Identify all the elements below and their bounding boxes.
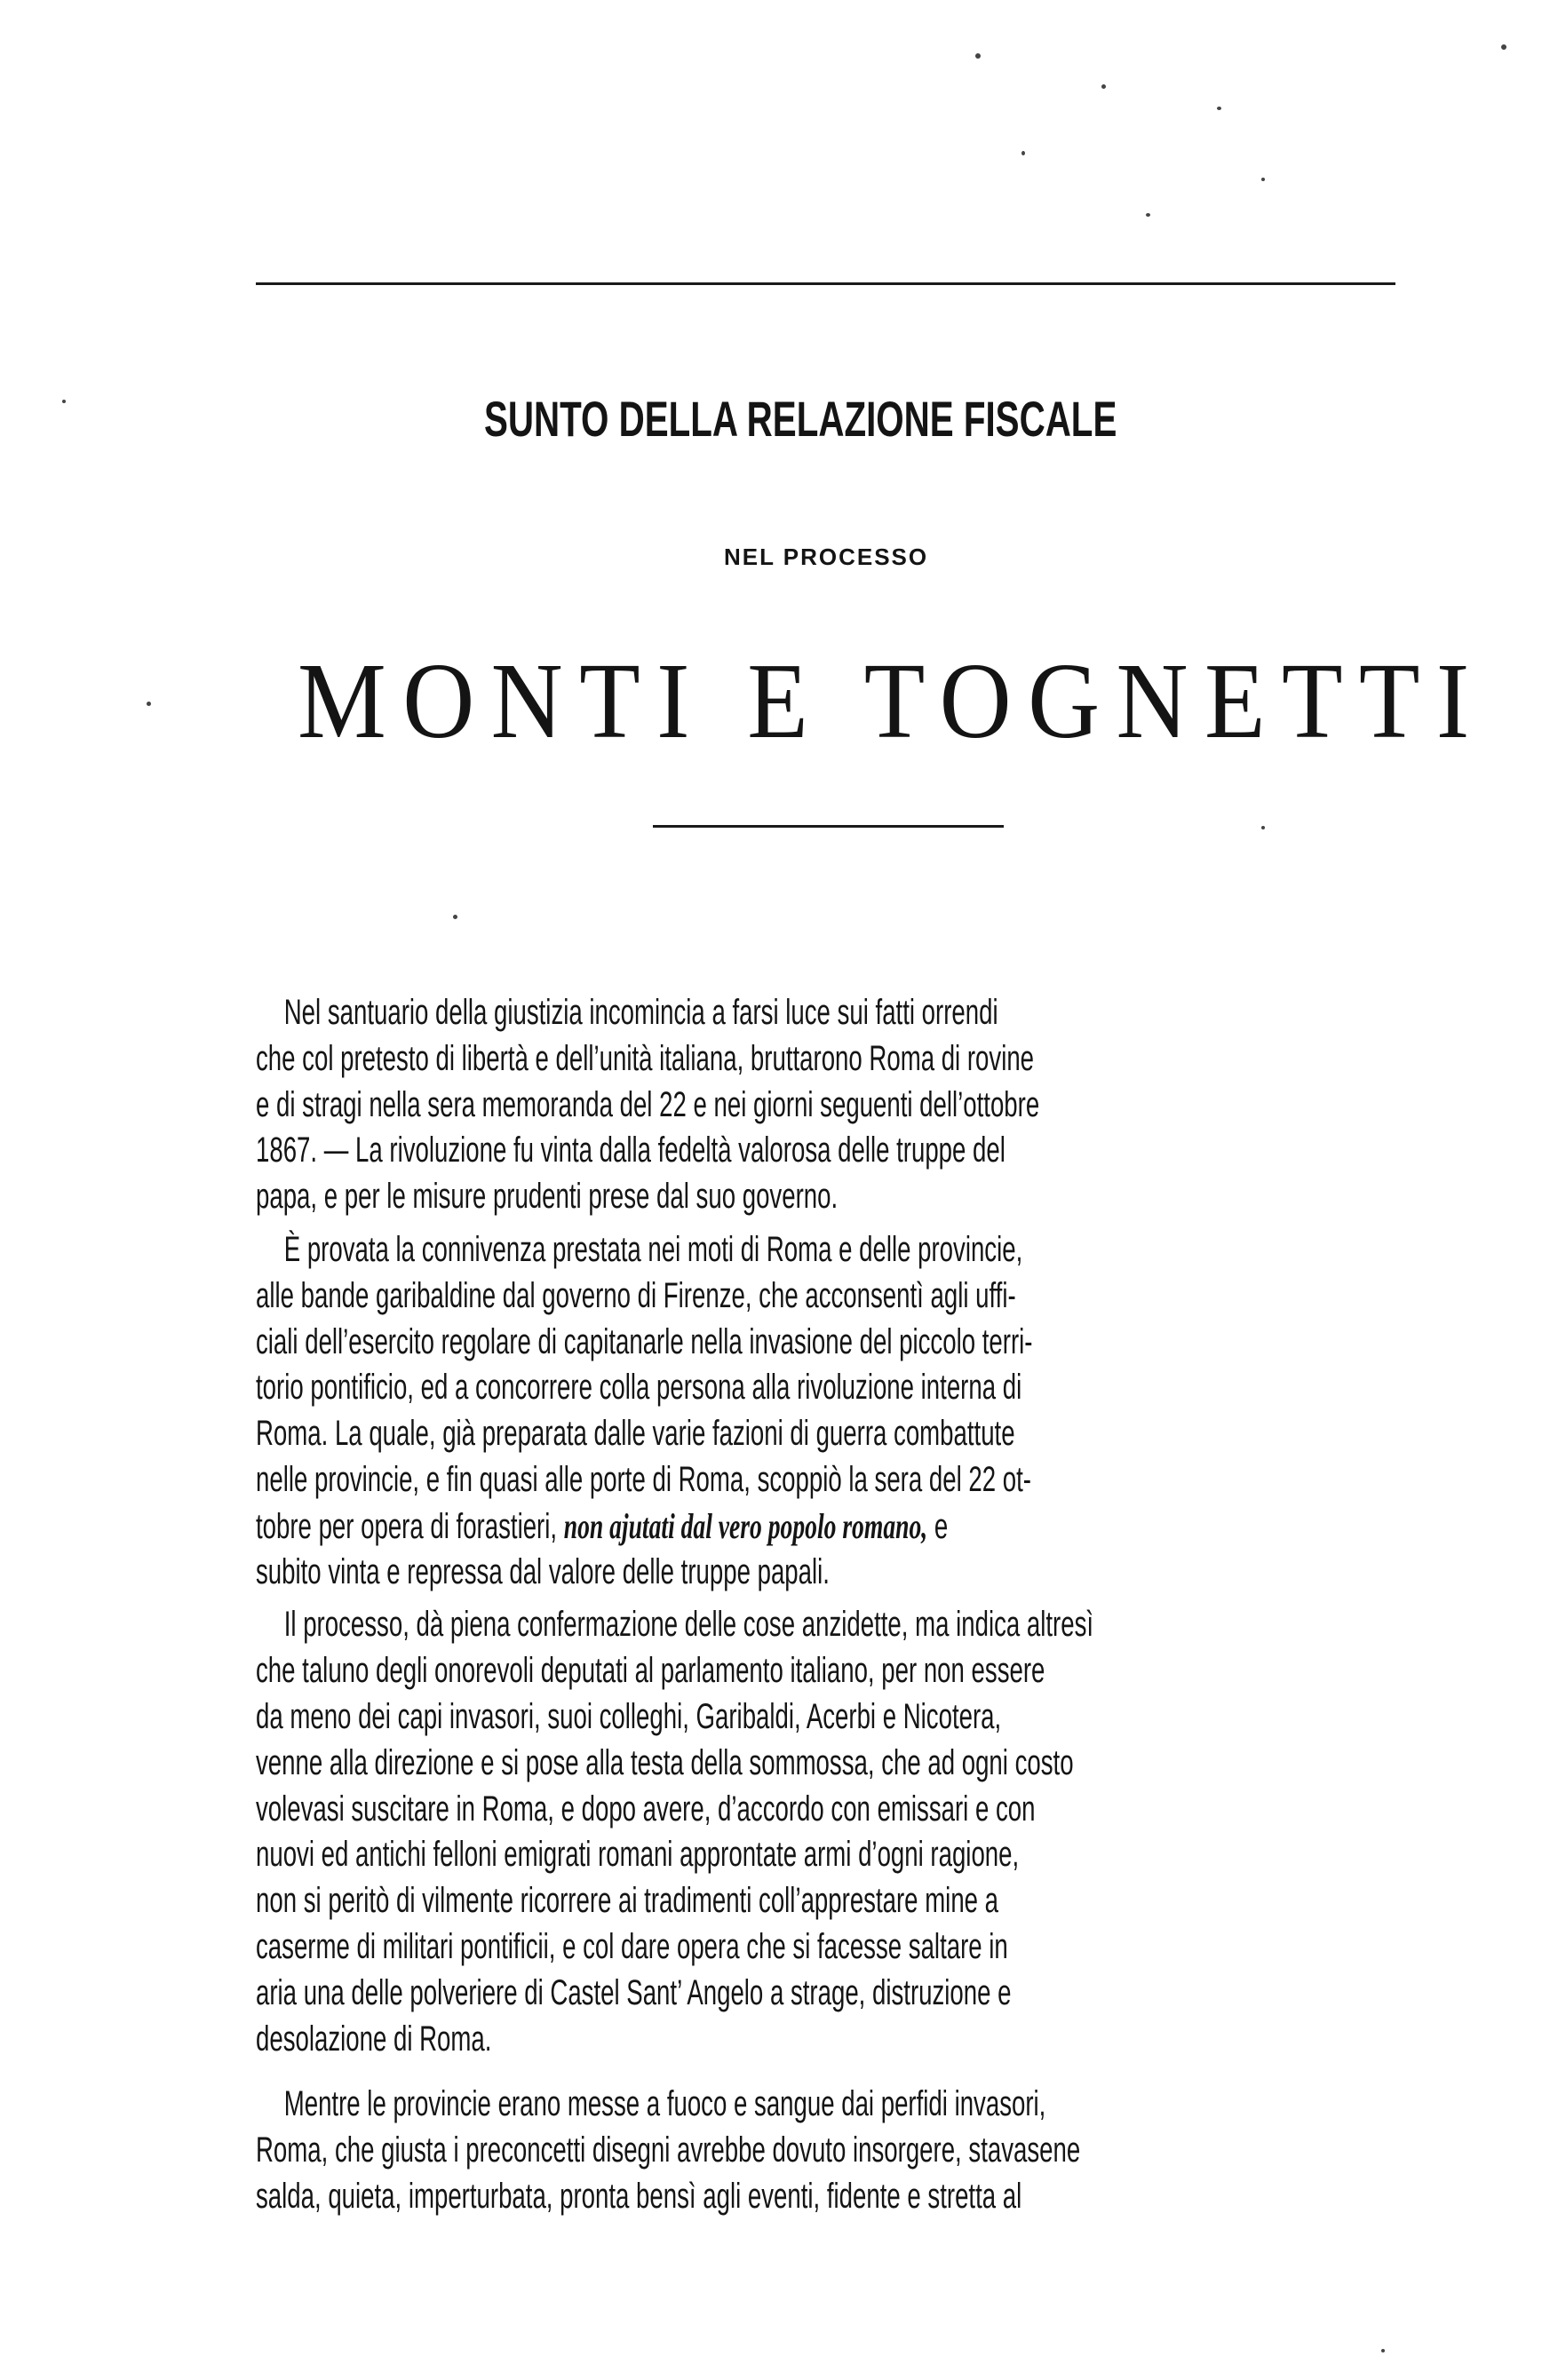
scan-speck	[1261, 178, 1265, 181]
text-line: volevasi suscitare in Roma, e dopo avere, d’accordo con emissari e con	[256, 1789, 1036, 1829]
text-line: papa, e per le misure prudenti prese dal suo governo.	[256, 1177, 839, 1217]
top-rule	[256, 282, 1395, 285]
text-line: ciali dell’esercito regolare di capitanarle nella invasione del piccolo terri-	[256, 1321, 1033, 1361]
scan-speck	[147, 702, 151, 706]
text-line: Mentre le provincie erano messe a fuoco e sangue dai perfidi invasori,	[283, 2084, 1046, 2124]
scan-speck	[1217, 107, 1221, 110]
text-run: e	[927, 1506, 949, 1546]
text-line: Roma. La quale, già preparata dalle varie fazioni di guerra combattute	[256, 1414, 1015, 1454]
text-line: nuovi ed antichi felloni emigrati romani approntate armi d’ogni ragione,	[256, 1835, 1020, 1875]
text-line: torio pontificio, ed a concorrere colla persona alla rivoluzione interna di	[256, 1368, 1022, 1408]
text-line: venne alla direzione e si pose alla testa della sommossa, che ad ogni costo	[256, 1742, 1074, 1782]
paragraph-1	[256, 990, 1411, 1220]
scan-speck	[1146, 213, 1150, 217]
text-line: È provata la connivenza prestata nei moti di Roma e delle provincie,	[283, 1229, 1023, 1269]
text-line: subito vinta e repressa dal valore delle truppe papali.	[256, 1551, 830, 1591]
scan-speck	[453, 915, 457, 919]
scan-speck	[975, 53, 981, 59]
italic-emphasis: non ajutati dal vero popolo romano,	[563, 1505, 928, 1546]
text-line: che taluno degli onorevoli deputati al parlamento italiano, per non essere	[256, 1651, 1045, 1691]
text-line: e di stragi nella sera memoranda del 22 e nei giorni seguenti dell’ottobre	[256, 1084, 1040, 1124]
text-run: tobre per opera di forastieri,	[256, 1506, 564, 1546]
text-line: da meno dei capi invasori, suoi colleghi, Garibaldi, Acerbi e Nicotera,	[256, 1696, 1002, 1736]
scan-speck	[62, 400, 66, 403]
text-line-with-emphasis	[256, 1503, 1053, 1550]
document-title: MONTI E TOGNETTI	[298, 641, 1486, 761]
text-line: Il processo, dà piena confermazione delle cose anzidette, ma indica altresì	[283, 1605, 1094, 1645]
scan-speck	[1101, 84, 1106, 89]
text-line: Roma, che giusta i preconcetti disegni avrebbe dovuto insorgere, stavasene	[256, 2130, 1081, 2170]
report-subtitle: SUNTO DELLA RELAZIONE FISCALE	[484, 391, 1117, 447]
text-line: salda, quieta, imperturbata, pronta bensì agli eventi, fidente e stretta al	[256, 2176, 1022, 2216]
scan-speck	[1501, 44, 1506, 50]
scan-speck	[1021, 151, 1025, 155]
text-line: desolazione di Roma.	[256, 2019, 492, 2059]
text-line: Nel santuario della giustizia incomincia a farsi luce sui fatti orrendi	[283, 993, 998, 1032]
paragraph-3	[256, 1602, 1411, 2062]
scan-speck	[1381, 2349, 1385, 2352]
text-line: che col pretesto di libertà e dell’unità italiana, bruttarono Roma di rovine	[256, 1038, 1035, 1078]
body-text	[256, 990, 1411, 2240]
text-line: non si peritò di vilmente ricorrere ai tradimenti coll’apprestare mine a	[256, 1881, 999, 1921]
paragraph-2	[256, 1227, 1411, 1595]
text-line: caserme di militari pontificii, e col dare opera che si facesse saltare in	[256, 1926, 1008, 1966]
text-line: nelle provincie, e fin quasi alle porte di Roma, scoppiò la sera del 22 ot-	[256, 1459, 1031, 1499]
process-label: NEL PROCESSO	[724, 543, 929, 570]
scan-speck	[1261, 826, 1265, 829]
title-underline-rule	[653, 825, 1004, 828]
text-line: aria una delle polveriere di Castel Sant’ Angelo a strage, distruzione e	[256, 1972, 1012, 2012]
text-line: alle bande garibaldine dal governo di Firenze, che acconsentì agli uffi-	[256, 1275, 1016, 1315]
paragraph-4	[256, 2082, 1411, 2219]
text-line: 1867. — La rivoluzione fu vinta dalla fedeltà valorosa delle truppe del	[256, 1130, 1006, 1170]
